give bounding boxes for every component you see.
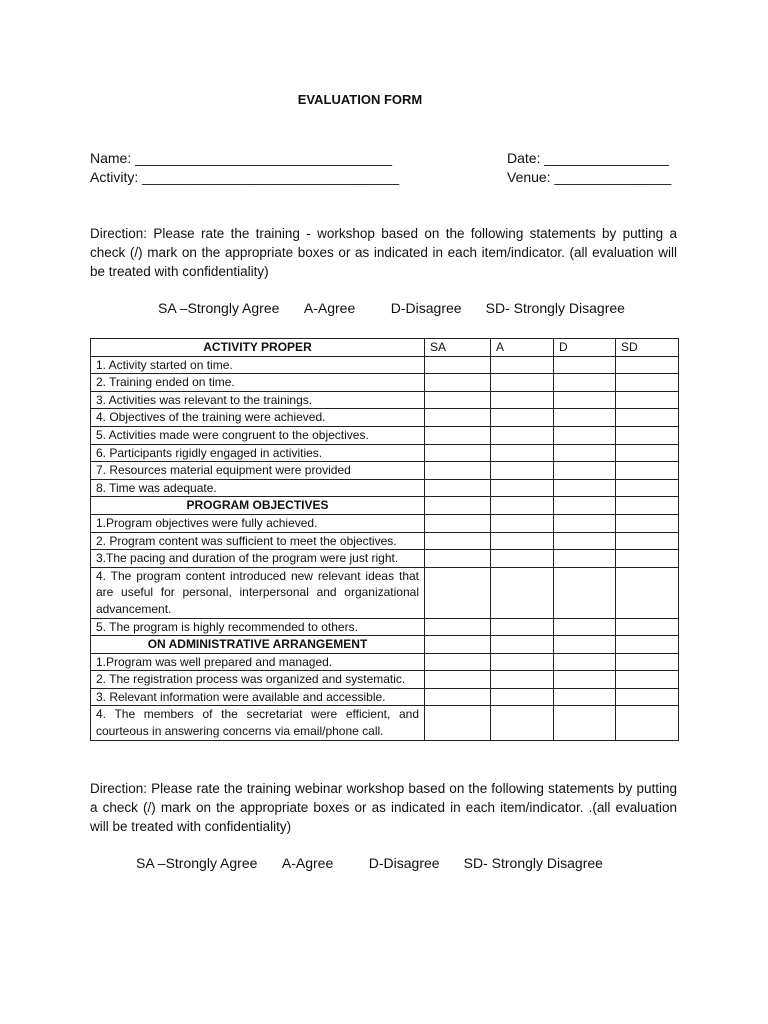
rating-cell-sd[interactable] [616, 636, 679, 654]
table-row [91, 567, 679, 618]
legend-sd: SD- Strongly Disagree [463, 855, 603, 871]
statement-cell: 2. Training ended on time. [91, 374, 425, 392]
rating-cell-a[interactable] [491, 462, 554, 480]
rating-cell-d[interactable] [554, 618, 616, 636]
column-header-sd: SD [616, 339, 679, 357]
rating-cell-sa[interactable] [425, 706, 491, 740]
legend-d: D-Disagree [390, 300, 462, 316]
statement-cell: 7. Resources material equipment were provided [91, 462, 425, 480]
direction-text-2: Direction: Please rate the training webinar workshop based on the following statements by putting a check (/) mark on the appropriate boxes or as indicated in each item/indicator. .(all evaluation will be treated with confidentiality) [90, 781, 677, 834]
rating-cell-a[interactable] [491, 653, 554, 671]
statement-cell: 8. Time was adequate. [91, 479, 425, 497]
rating-cell-a[interactable] [491, 391, 554, 409]
rating-cell-sd[interactable] [616, 356, 679, 374]
rating-cell-sd[interactable] [616, 391, 679, 409]
statement-cell: 2. The registration process was organized and systematic. [91, 671, 425, 689]
rating-cell-sa[interactable] [425, 391, 491, 409]
rating-cell-a[interactable] [491, 374, 554, 392]
table-row [91, 514, 679, 532]
rating-cell-sa[interactable] [425, 497, 491, 515]
rating-cell-sa[interactable] [425, 479, 491, 497]
table-row [91, 356, 679, 374]
rating-cell-sa[interactable] [425, 653, 491, 671]
rating-cell-d[interactable] [554, 514, 616, 532]
venue-line[interactable]: _______________ [554, 169, 672, 185]
statement-cell: 1.Program objectives were fully achieved. [91, 514, 425, 532]
rating-cell-sd[interactable] [616, 706, 679, 740]
rating-cell-sd[interactable] [616, 479, 679, 497]
rating-cell-d[interactable] [554, 374, 616, 392]
rating-cell-d[interactable] [554, 426, 616, 444]
activity-label: Activity: [90, 169, 139, 185]
table-row [91, 444, 679, 462]
rating-cell-sd[interactable] [616, 409, 679, 427]
statement-cell: 3. Activities was relevant to the trainings. [91, 391, 425, 409]
table-row [91, 479, 679, 497]
rating-cell-sa[interactable] [425, 462, 491, 480]
rating-cell-sd[interactable] [616, 426, 679, 444]
rating-cell-a[interactable] [491, 532, 554, 550]
legend-sd: SD- Strongly Disagree [485, 300, 625, 316]
rating-cell-d[interactable] [554, 671, 616, 689]
rating-cell-a[interactable] [491, 706, 554, 740]
rating-cell-d[interactable] [554, 532, 616, 550]
statement-cell: 3.The pacing and duration of the program were just right. [91, 550, 425, 568]
venue-label: Venue: [507, 169, 551, 185]
section-header-row [91, 636, 679, 654]
rating-cell-sd[interactable] [616, 567, 679, 618]
rating-cell-a[interactable] [491, 444, 554, 462]
rating-cell-sa[interactable] [425, 636, 491, 654]
rating-cell-sd[interactable] [616, 462, 679, 480]
date-line[interactable]: ________________ [544, 150, 669, 166]
rating-cell-sd[interactable] [616, 497, 679, 515]
rating-cell-a[interactable] [491, 426, 554, 444]
rating-cell-a[interactable] [491, 550, 554, 568]
rating-cell-sd[interactable] [616, 653, 679, 671]
rating-cell-sa[interactable] [425, 426, 491, 444]
rating-cell-sa[interactable] [425, 374, 491, 392]
table-row [91, 391, 679, 409]
table-row [91, 653, 679, 671]
rating-cell-sa[interactable] [425, 671, 491, 689]
legend-a: A-Agree [281, 855, 334, 871]
rating-cell-sd[interactable] [616, 688, 679, 706]
rating-cell-d[interactable] [554, 479, 616, 497]
rating-cell-sd[interactable] [616, 374, 679, 392]
statement-cell: 6. Participants rigidly engaged in activities. [91, 444, 425, 462]
rating-cell-d[interactable] [554, 567, 616, 618]
activity-line[interactable]: _________________________________ [142, 169, 400, 185]
statement-cell: 5. Activities made were congruent to the objectives. [91, 426, 425, 444]
activity-field [90, 169, 399, 185]
section-header-row [91, 497, 679, 515]
form-title: EVALUATION FORM [297, 92, 423, 107]
legend-sa: SA –Strongly Agree [158, 300, 280, 316]
section-heading: ACTIVITY PROPER [91, 339, 425, 357]
date-label: Date: [507, 150, 541, 166]
rating-cell-a[interactable] [491, 479, 554, 497]
statement-cell: 1. Activity started on time. [91, 356, 425, 374]
rating-cell-d[interactable] [554, 391, 616, 409]
table-row [91, 374, 679, 392]
rating-cell-d[interactable] [554, 688, 616, 706]
rating-cell-a[interactable] [491, 409, 554, 427]
rating-cell-a[interactable] [491, 636, 554, 654]
section-heading: ON ADMINISTRATIVE ARRANGEMENT [91, 636, 425, 654]
legend-d: D-Disagree [368, 855, 440, 871]
rating-cell-d[interactable] [554, 497, 616, 515]
rating-cell-sa[interactable] [425, 409, 491, 427]
rating-cell-sa[interactable] [425, 514, 491, 532]
table-row [91, 409, 679, 427]
section-heading: PROGRAM OBJECTIVES [91, 497, 425, 515]
date-field [507, 150, 669, 166]
rating-cell-a[interactable] [491, 567, 554, 618]
statement-cell: 1.Program was well prepared and managed. [91, 653, 425, 671]
rating-cell-sd[interactable] [616, 444, 679, 462]
evaluation-table [90, 338, 679, 741]
rating-cell-d[interactable] [554, 409, 616, 427]
rating-cell-d[interactable] [554, 706, 616, 740]
rating-cell-a[interactable] [491, 514, 554, 532]
rating-cell-sd[interactable] [616, 532, 679, 550]
statement-cell: 4. Objectives of the training were achieved. [91, 409, 425, 427]
rating-cell-a[interactable] [491, 497, 554, 515]
rating-cell-d[interactable] [554, 636, 616, 654]
name-label: Name: [90, 150, 132, 166]
rating-cell-sa[interactable] [425, 444, 491, 462]
table-row [91, 426, 679, 444]
rating-cell-sa[interactable] [425, 567, 491, 618]
statement-cell: 4. The program content introduced new relevant ideas that are useful for personal, interpersonal and organizational advancement. [91, 567, 425, 618]
statement-cell: 5. The program is highly recommended to others. [91, 618, 425, 636]
rating-cell-d[interactable] [554, 462, 616, 480]
rating-cell-sa[interactable] [425, 618, 491, 636]
rating-legend-1 [158, 300, 625, 316]
section-header-row [91, 339, 679, 357]
column-header-a: A [491, 339, 554, 357]
direction-text-1: Direction: Please rate the training - workshop based on the following statements by putting a check (/) mark on the appropriate boxes or as indicated in each item/indicator. (all evaluation will be treated with confidentiality) [90, 226, 677, 279]
rating-cell-a[interactable] [491, 618, 554, 636]
rating-cell-d[interactable] [554, 550, 616, 568]
rating-cell-a[interactable] [491, 688, 554, 706]
rating-cell-sa[interactable] [425, 688, 491, 706]
venue-field [507, 169, 671, 185]
rating-cell-sd[interactable] [616, 671, 679, 689]
table-row [91, 671, 679, 689]
statement-cell: 3. Relevant information were available and accessible. [91, 688, 425, 706]
statement-cell: 4. The members of the secretariat were efficient, and courteous in answering concerns via email/phone call. [91, 706, 425, 740]
column-header-sa: SA [425, 339, 491, 357]
rating-cell-sa[interactable] [425, 532, 491, 550]
rating-cell-a[interactable] [491, 671, 554, 689]
rating-cell-sa[interactable] [425, 550, 491, 568]
rating-cell-sd[interactable] [616, 514, 679, 532]
statement-cell: 2. Program content was sufficient to meet the objectives. [91, 532, 425, 550]
rating-cell-d[interactable] [554, 444, 616, 462]
table-row [91, 688, 679, 706]
legend-sa: SA –Strongly Agree [136, 855, 258, 871]
table-row [91, 706, 679, 740]
name-field [90, 150, 392, 166]
name-line[interactable]: _________________________________ [135, 150, 393, 166]
table-row [91, 462, 679, 480]
rating-cell-a[interactable] [491, 356, 554, 374]
legend-a: A-Agree [303, 300, 356, 316]
rating-cell-d[interactable] [554, 356, 616, 374]
table-row [91, 532, 679, 550]
rating-cell-d[interactable] [554, 653, 616, 671]
rating-legend-2 [136, 855, 603, 871]
rating-cell-sa[interactable] [425, 356, 491, 374]
table-row [91, 550, 679, 568]
rating-cell-sd[interactable] [616, 618, 679, 636]
table-row [91, 618, 679, 636]
rating-cell-sd[interactable] [616, 550, 679, 568]
column-header-d: D [554, 339, 616, 357]
